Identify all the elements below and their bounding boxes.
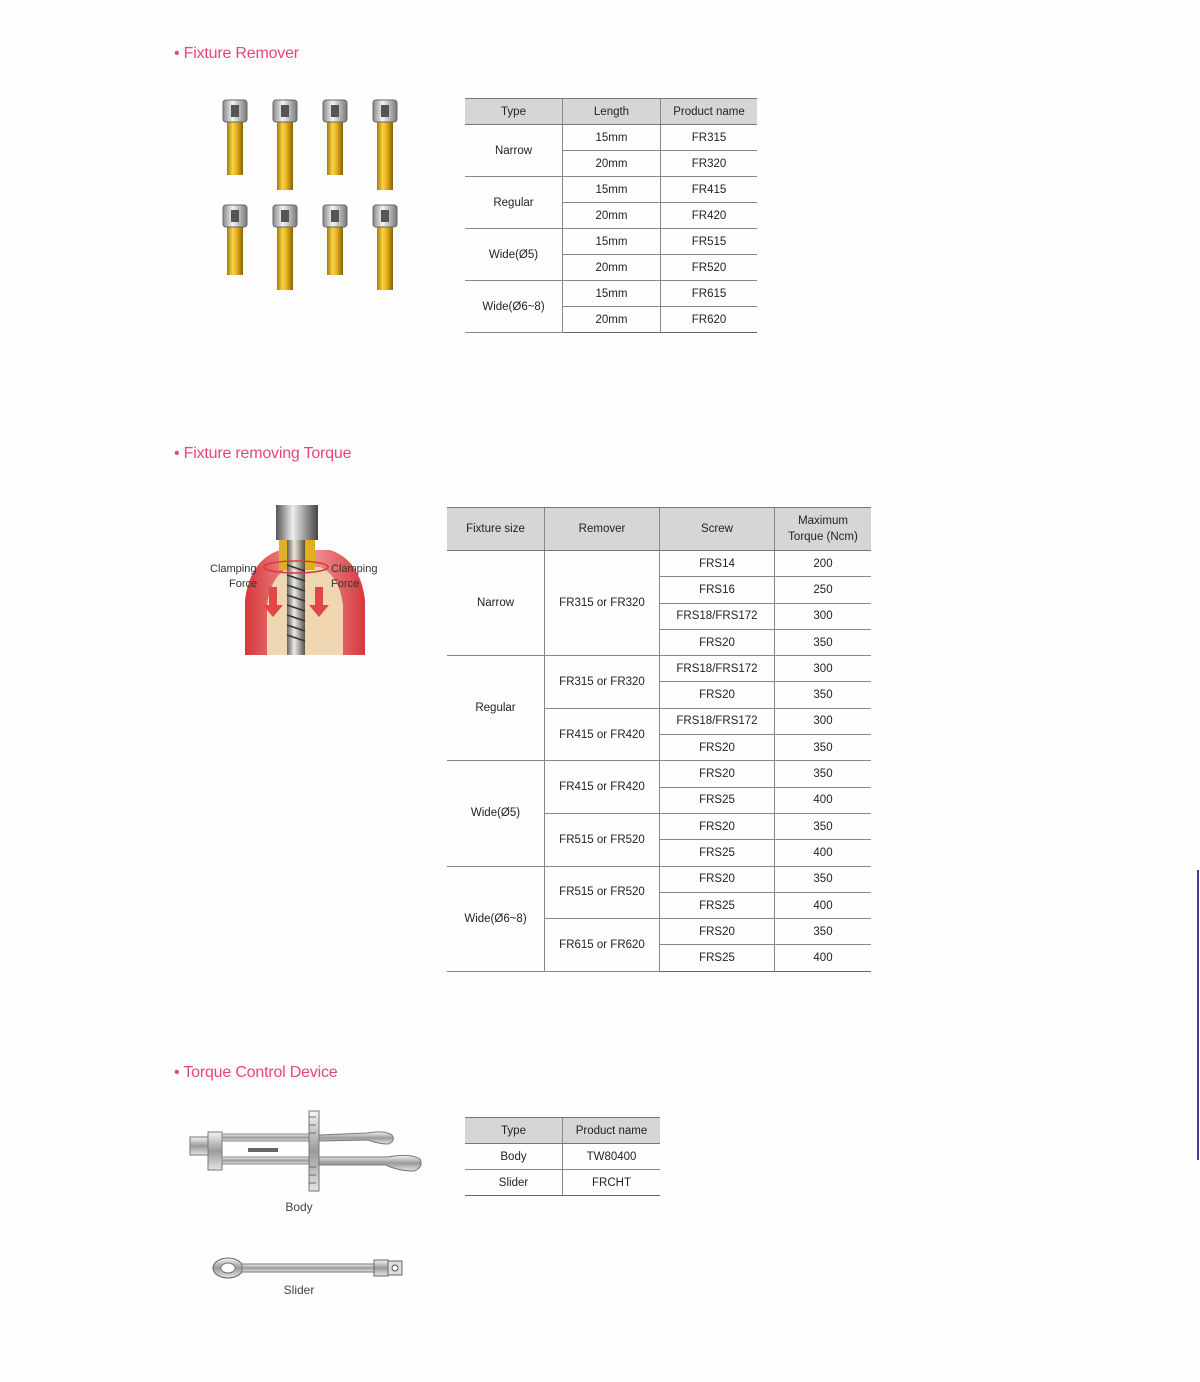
type-cell: Regular xyxy=(465,177,563,229)
side-bar xyxy=(1197,870,1199,1160)
fixture-size-cell: Regular xyxy=(447,656,545,761)
table-row xyxy=(465,229,757,255)
fixture-remover-icon xyxy=(373,100,397,190)
product-name-cell: FR520 xyxy=(661,255,758,281)
remover-cell: FR515 or FR520 xyxy=(545,813,660,866)
remover-cell: FR515 or FR520 xyxy=(545,866,660,919)
product-name-cell: FR615 xyxy=(661,281,758,307)
screw-cell: FRS20 xyxy=(660,866,775,892)
table-row xyxy=(465,1170,660,1196)
header-length: Length xyxy=(563,99,661,125)
max-torque-cell: 350 xyxy=(775,682,872,708)
fixture-remover-table xyxy=(465,98,757,333)
product-name-cell: FR515 xyxy=(661,229,758,255)
table-row xyxy=(465,1144,660,1170)
header-product-name: Product name xyxy=(661,99,758,125)
remover-cell: FR615 or FR620 xyxy=(545,919,660,972)
screw-cell: FRS20 xyxy=(660,919,775,945)
max-torque-cell: 300 xyxy=(775,603,872,629)
max-torque-cell: 350 xyxy=(775,629,872,655)
header-fixture-size: Fixture size xyxy=(447,508,545,551)
max-torque-cell: 350 xyxy=(775,761,872,787)
screw-cell: FRS25 xyxy=(660,945,775,971)
table-row xyxy=(465,177,757,203)
length-cell: 20mm xyxy=(563,255,661,281)
screw-cell: FRS25 xyxy=(660,892,775,918)
body-caption: Body xyxy=(285,1200,313,1214)
screw-cell: FRS18/FRS172 xyxy=(660,603,775,629)
length-cell: 20mm xyxy=(563,203,661,229)
diagram-left-label-2: Force xyxy=(229,578,258,590)
length-cell: 15mm xyxy=(563,281,661,307)
product-name-cell: TW80400 xyxy=(563,1144,661,1170)
length-cell: 20mm xyxy=(563,151,661,177)
fixture-remover-icon xyxy=(223,205,247,275)
type-cell: Body xyxy=(465,1144,563,1170)
max-torque-cell: 400 xyxy=(775,840,872,866)
fixture-size-cell: Wide(Ø5) xyxy=(447,761,545,866)
type-cell: Wide(Ø6~8) xyxy=(465,281,563,333)
section-title-fixture-removing-torque: • Fixture removing Torque xyxy=(174,445,352,462)
product-name-cell: FR415 xyxy=(661,177,758,203)
max-torque-cell: 350 xyxy=(775,735,872,761)
screw-cell: FRS18/FRS172 xyxy=(660,708,775,734)
clamping-force-diagram xyxy=(205,505,405,655)
diagram-right-label-2: Force xyxy=(331,578,360,590)
length-cell: 15mm xyxy=(563,177,661,203)
torque-control-table xyxy=(465,1117,660,1196)
fixture-remover-image xyxy=(215,95,415,305)
max-torque-cell: 300 xyxy=(775,708,872,734)
product-name-cell: FR315 xyxy=(661,125,758,151)
type-cell: Slider xyxy=(465,1170,563,1196)
fixture-remover-icon xyxy=(323,100,347,175)
header-maximum: Maximum xyxy=(798,515,848,527)
table-row xyxy=(447,761,871,787)
remover-cell: FR315 or FR320 xyxy=(545,551,660,656)
product-name-cell: FRCHT xyxy=(563,1170,661,1196)
max-torque-cell: 400 xyxy=(775,787,872,813)
torque-slider xyxy=(210,1253,410,1283)
max-torque-cell: 350 xyxy=(775,813,872,839)
max-torque-cell: 250 xyxy=(775,577,872,603)
max-torque-cell: 350 xyxy=(775,919,872,945)
diagram-left-label-1: Clamping xyxy=(210,563,257,575)
fixture-remover-icon xyxy=(223,100,247,175)
table-row xyxy=(465,281,757,307)
table-row xyxy=(447,551,871,577)
screw-cell: FRS20 xyxy=(660,735,775,761)
table-row xyxy=(447,866,871,892)
screw-cell: FRS25 xyxy=(660,840,775,866)
max-torque-cell: 400 xyxy=(775,892,872,918)
product-name-cell: FR420 xyxy=(661,203,758,229)
header-screw: Screw xyxy=(660,508,775,551)
screw-cell: FRS25 xyxy=(660,787,775,813)
fixture-size-cell: Wide(Ø6~8) xyxy=(447,866,545,971)
remover-cell: FR415 or FR420 xyxy=(545,761,660,814)
section-title-fixture-remover: • Fixture Remover xyxy=(174,45,299,62)
header-type: Type xyxy=(465,1118,563,1144)
remover-cell: FR315 or FR320 xyxy=(545,656,660,709)
max-torque-cell: 400 xyxy=(775,945,872,971)
header-remover: Remover xyxy=(545,508,660,551)
max-torque-cell: 300 xyxy=(775,656,872,682)
screw-cell: FRS20 xyxy=(660,761,775,787)
fixture-remover-icon xyxy=(273,205,297,290)
screw-cell: FRS20 xyxy=(660,629,775,655)
fixture-remover-icon xyxy=(373,205,397,290)
fixture-remover-icon xyxy=(323,205,347,275)
slider-caption: Slider xyxy=(283,1283,315,1297)
max-torque-cell: 200 xyxy=(775,551,872,577)
product-name-cell: FR620 xyxy=(661,307,758,333)
screw-cell: FRS20 xyxy=(660,682,775,708)
length-cell: 15mm xyxy=(563,125,661,151)
max-torque-cell: 350 xyxy=(775,866,872,892)
table-row xyxy=(465,125,757,151)
header-maximum-torque xyxy=(775,508,872,551)
screw-cell: FRS18/FRS172 xyxy=(660,656,775,682)
torque-table xyxy=(447,507,871,972)
screw-cell: FRS14 xyxy=(660,551,775,577)
product-name-cell: FR320 xyxy=(661,151,758,177)
type-cell: Narrow xyxy=(465,125,563,177)
header-torque-unit: Torque (Ncm) xyxy=(788,531,858,543)
section-title-torque-control-device: • Torque Control Device xyxy=(174,1064,338,1081)
type-cell: Wide(Ø5) xyxy=(465,229,563,281)
remover-cell: FR415 or FR420 xyxy=(545,708,660,761)
header-type: Type xyxy=(465,99,563,125)
header-product-name: Product name xyxy=(563,1118,661,1144)
screw-cell: FRS20 xyxy=(660,813,775,839)
fixture-remover-icon xyxy=(273,100,297,190)
torque-wrench-body xyxy=(188,1107,428,1197)
diagram-right-label-1: Clamping xyxy=(331,563,378,575)
table-row xyxy=(447,656,871,682)
fixture-size-cell: Narrow xyxy=(447,551,545,656)
length-cell: 15mm xyxy=(563,229,661,255)
length-cell: 20mm xyxy=(563,307,661,333)
screw-cell: FRS16 xyxy=(660,577,775,603)
